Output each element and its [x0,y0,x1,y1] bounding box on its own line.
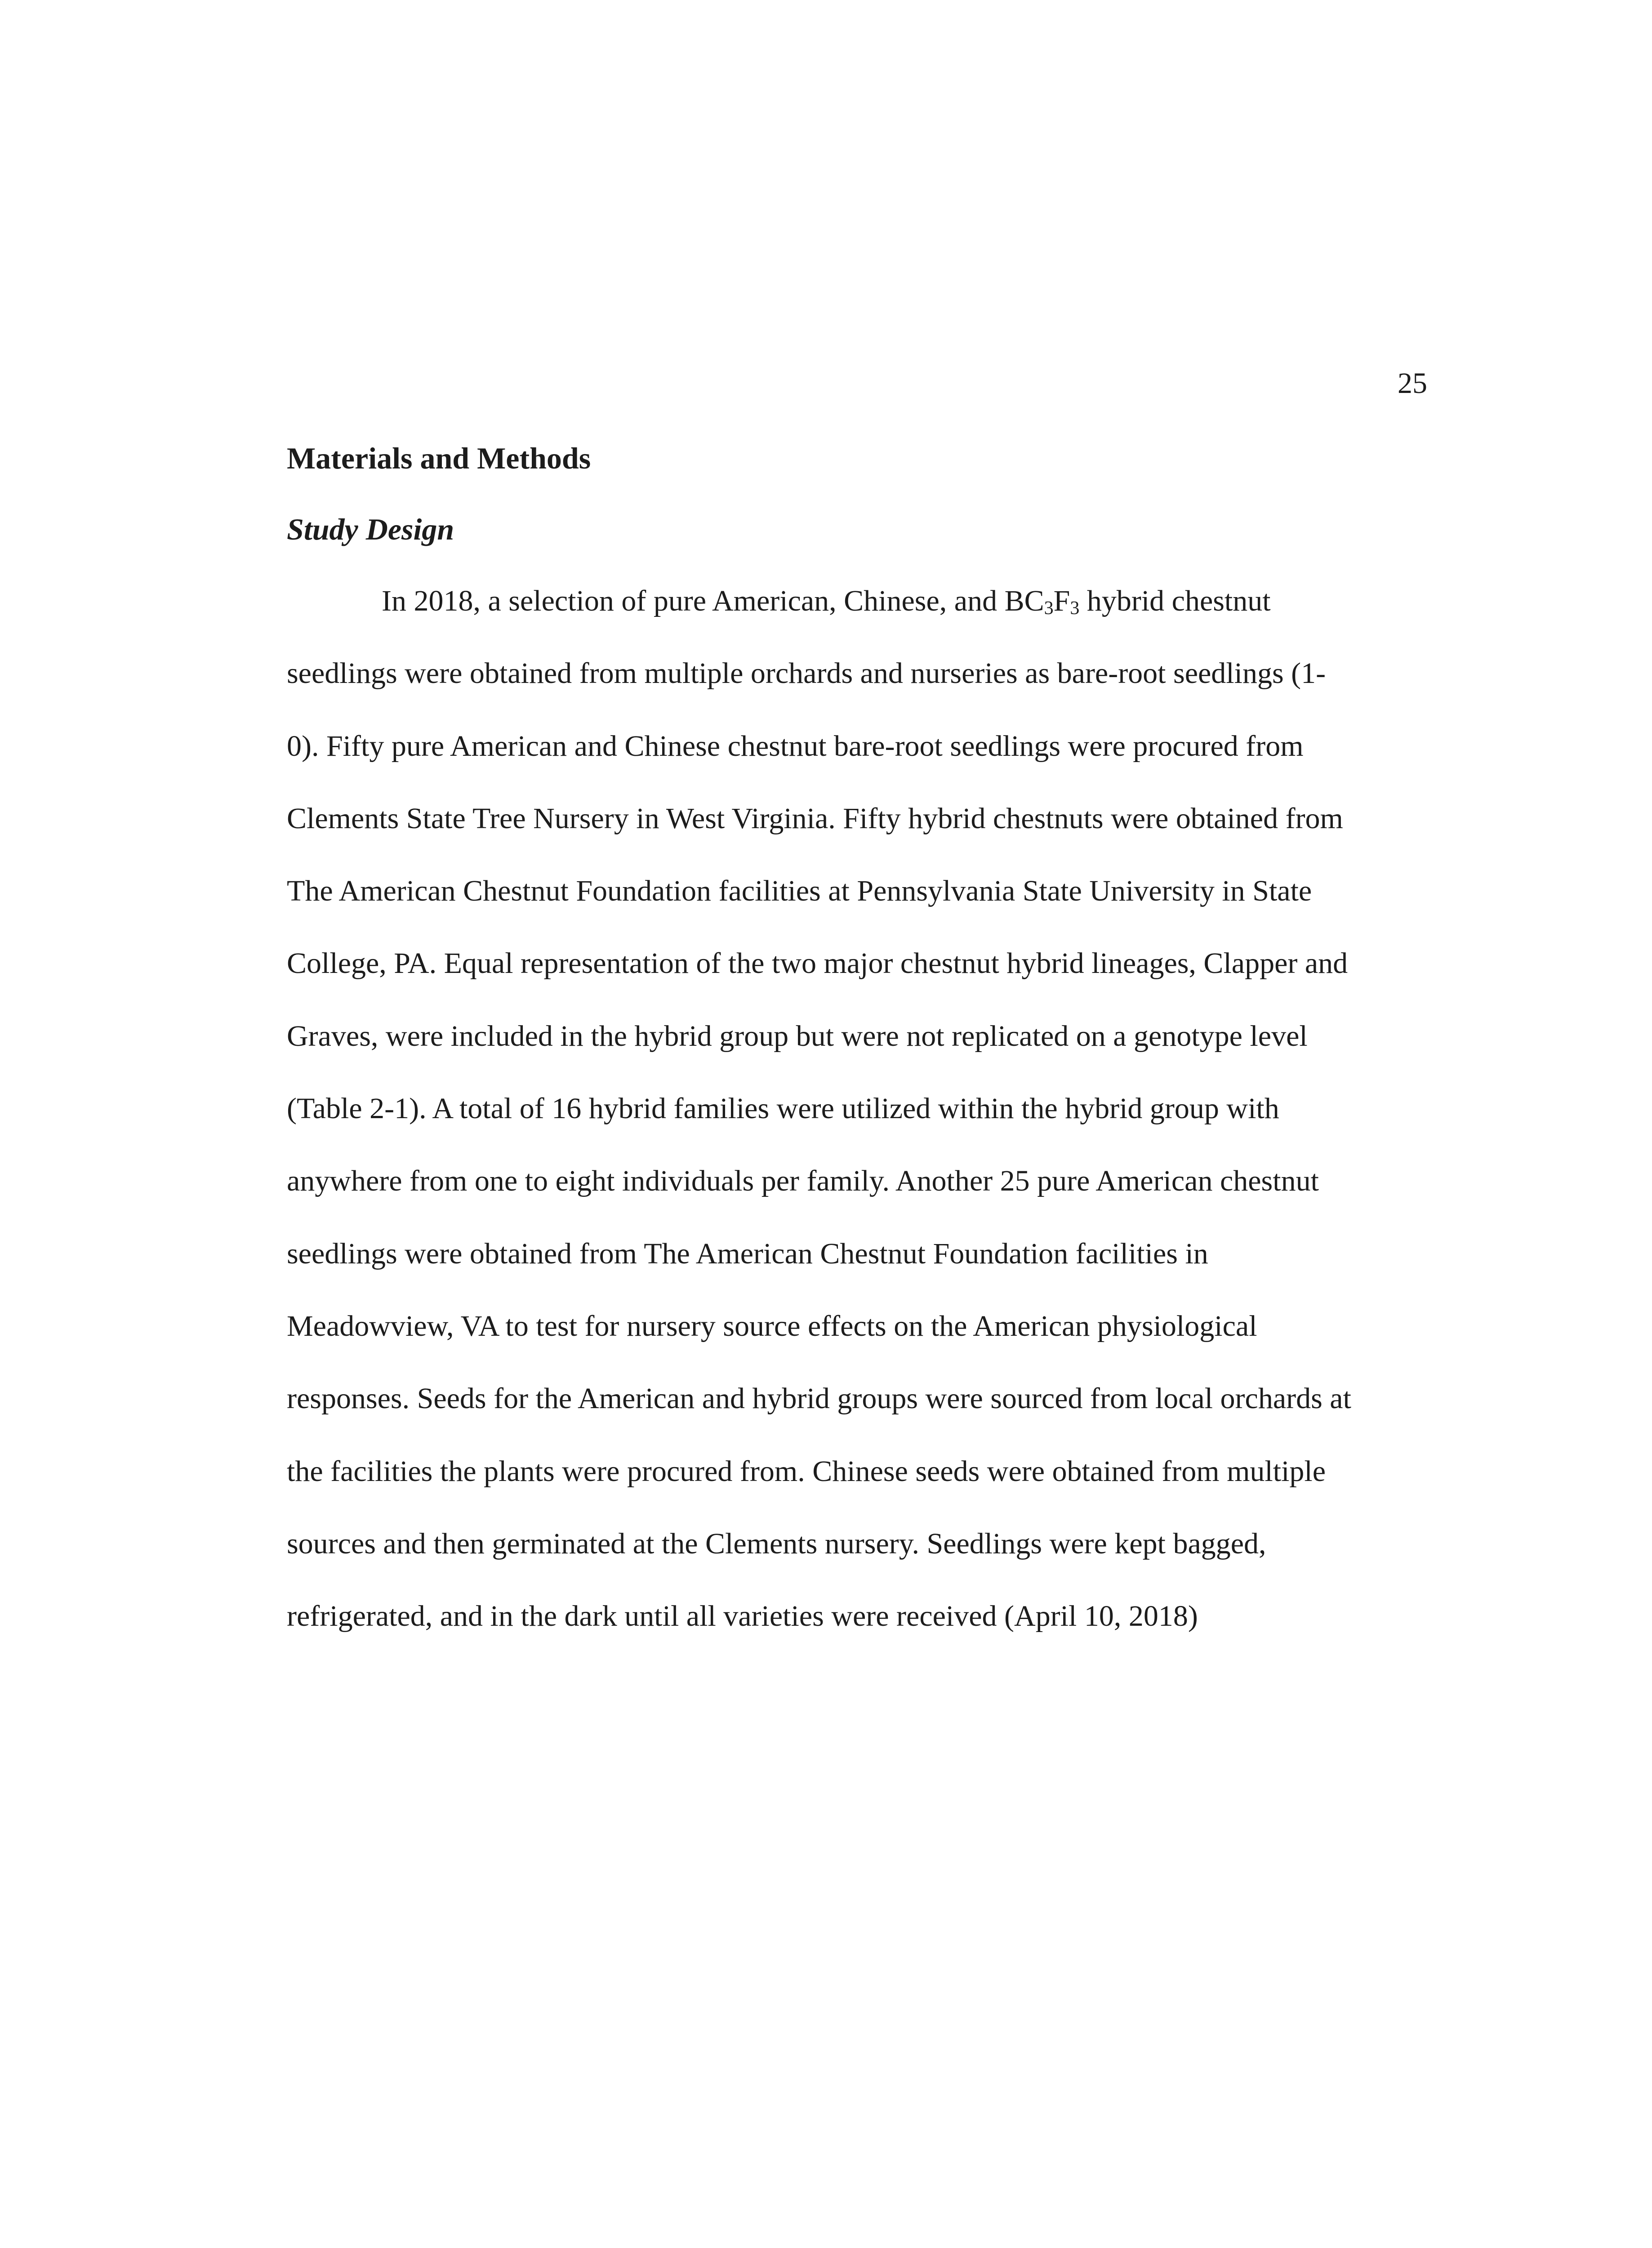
subsection-heading: Study Design [287,512,454,546]
page-content [287,436,1429,1667]
paragraph-line: Graves, were included in the hybrid group but were not replicated on a genotype level [287,1019,1308,1053]
body-paragraph [287,579,1429,1667]
paragraph-line: anywhere from one to eight individuals per family. Another 25 pure American chestnut [287,1164,1319,1198]
line-text: F [1053,584,1070,617]
paragraph-line: Meadowview, VA to test for nursery source effects on the American physiological [287,1309,1257,1343]
paragraph-line: seedlings were obtained from multiple orchards and nurseries as bare-root seedlings (1- [287,657,1326,690]
f-subscript: 3 [1070,598,1080,619]
paragraph-line: responses. Seeds for the American and hybrid groups were sourced from local orchards at [287,1382,1351,1415]
line-text: In 2018, a selection of pure American, Chinese, and BC [382,584,1044,617]
paragraph-line: Clements State Tree Nursery in West Virginia. Fifty hybrid chestnuts were obtained from [287,802,1343,835]
paragraph-line: sources and then germinated at the Clements nursery. Seedlings were kept bagged, [287,1527,1266,1560]
line-text: hybrid chestnut [1079,584,1271,617]
section-heading: Materials and Methods [287,441,591,475]
paragraph-line: 0). Fifty pure American and Chinese chestnut bare-root seedlings were procured from [287,729,1304,763]
paragraph-line: (Table 2-1). A total of 16 hybrid families were utilized within the hybrid group with [287,1092,1279,1125]
paragraph-line: seedlings were obtained from The American Chestnut Foundation facilities in [287,1237,1208,1270]
paragraph-line: The American Chestnut Foundation facilities at Pennsylvania State University in State [287,874,1312,908]
paragraph-line: the facilities the plants were procured from. Chinese seeds were obtained from multiple [287,1454,1326,1488]
paragraph-line: refrigerated, and in the dark until all varieties were received (April 10, 2018) [287,1600,1198,1633]
paragraph-line: College, PA. Equal representation of the two major chestnut hybrid lineages, Clapper and [287,947,1348,980]
paragraph-line-1 [287,579,1429,651]
bc-subscript: 3 [1044,598,1054,619]
page-number: 25 [1398,367,1427,400]
